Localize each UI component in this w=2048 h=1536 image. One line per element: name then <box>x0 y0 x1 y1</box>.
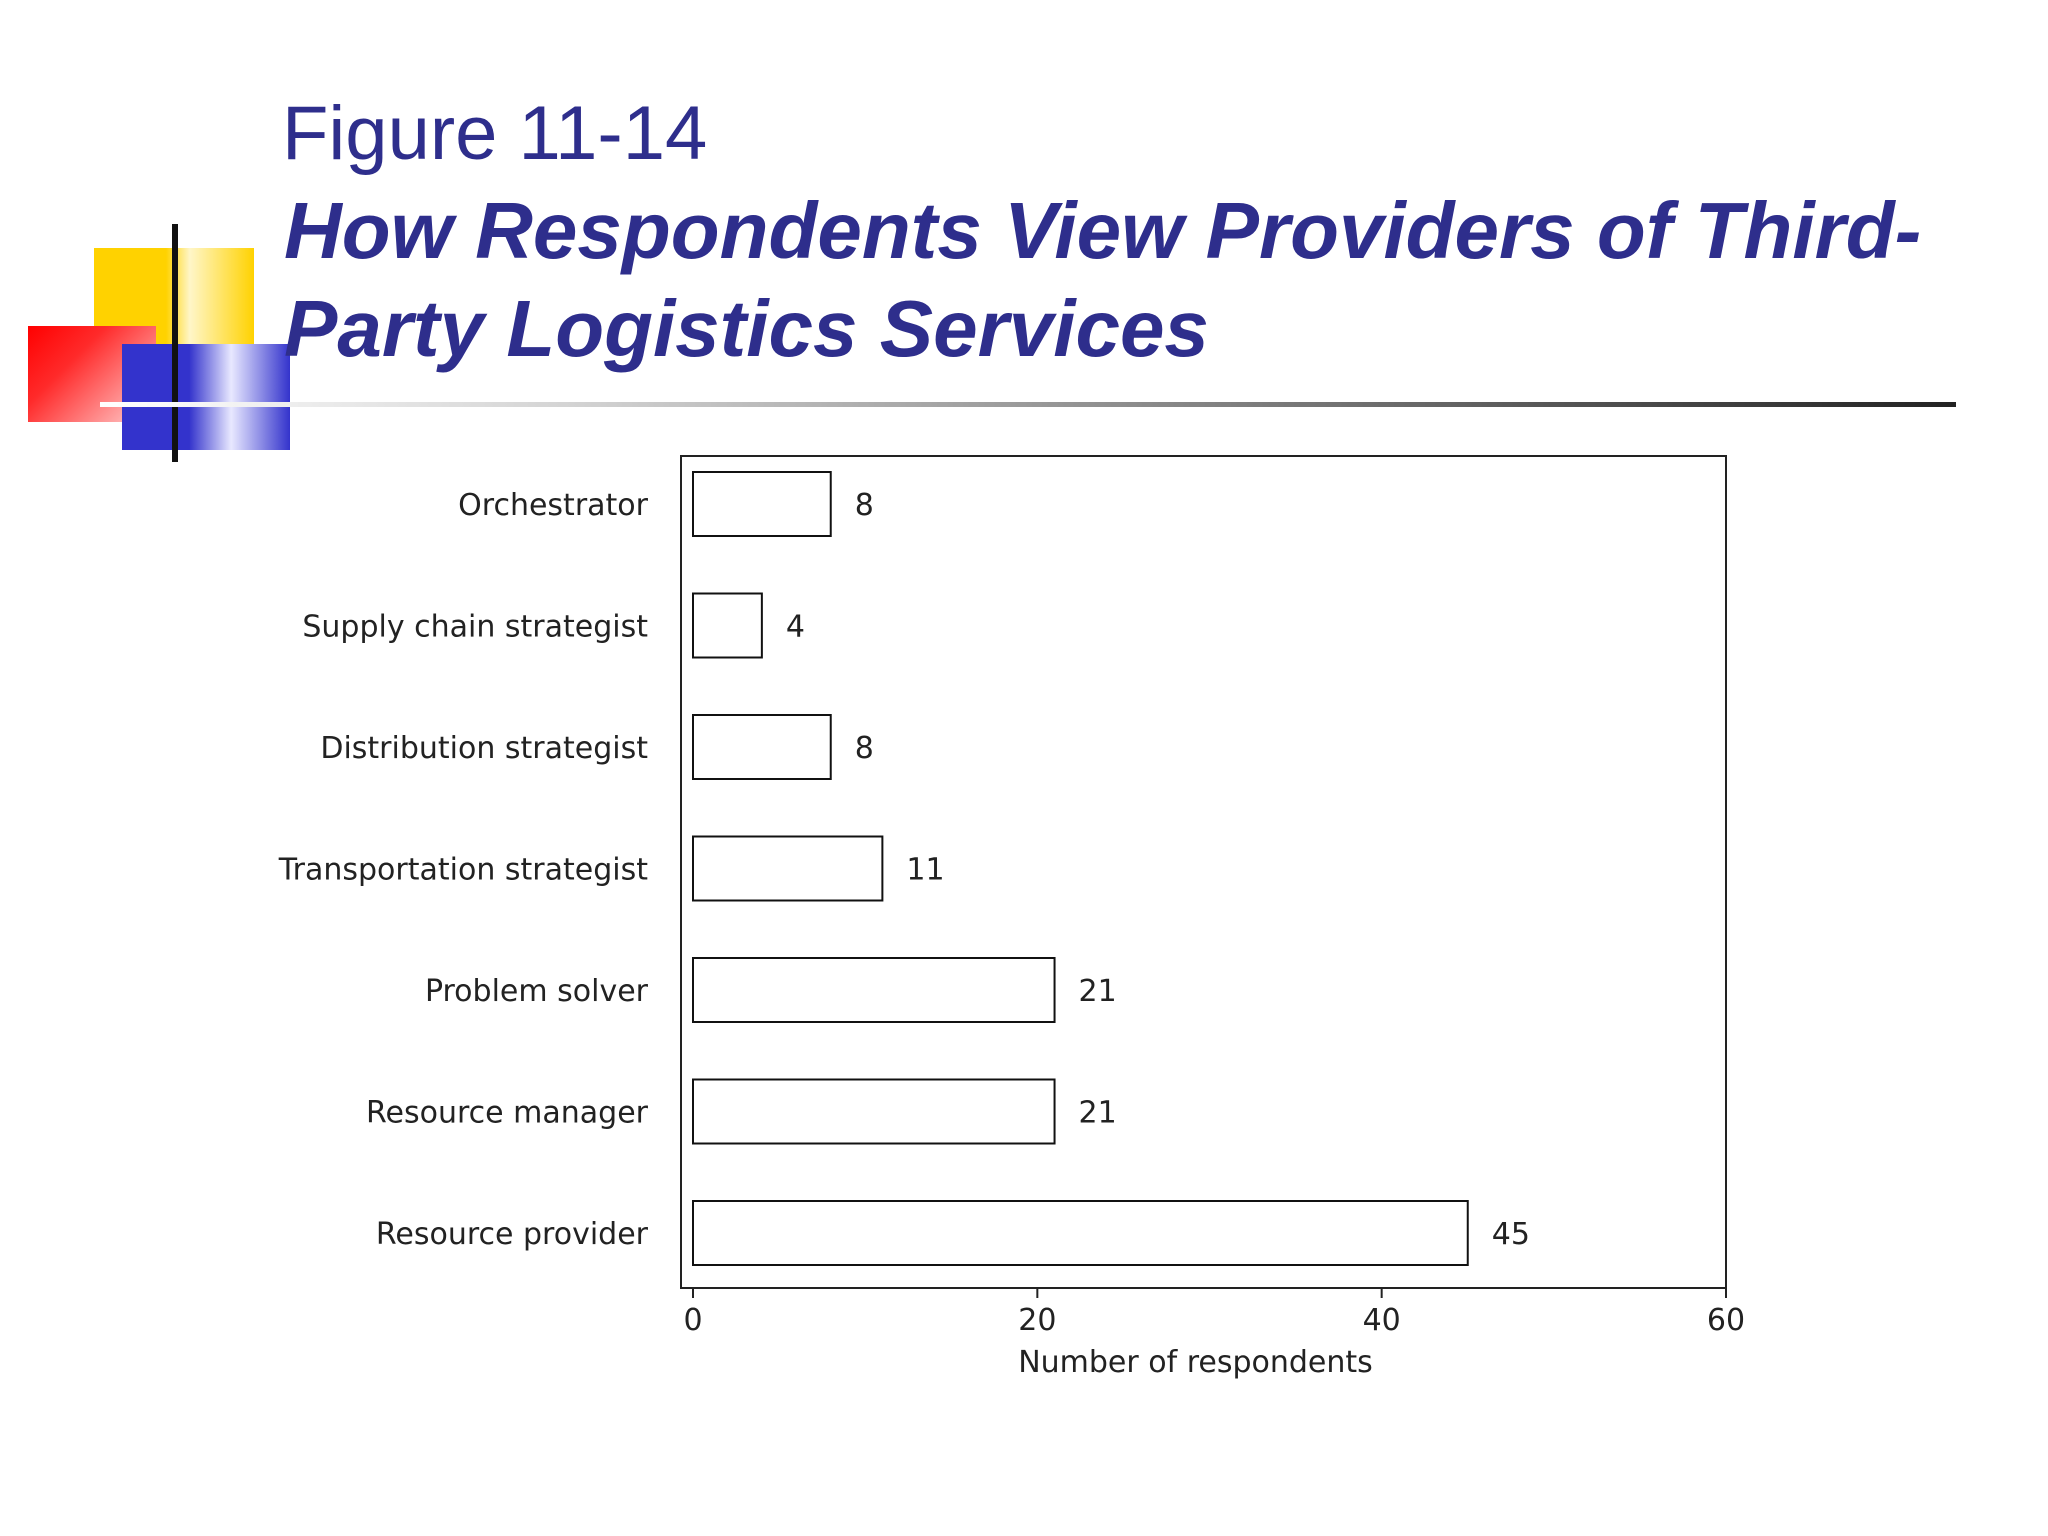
bar <box>693 1201 1468 1265</box>
category-label: Resource manager <box>366 1095 648 1131</box>
category-label: Problem solver <box>424 974 648 1009</box>
data-label: 8 <box>854 731 874 766</box>
x-tick-label: 60 <box>1706 1303 1746 1338</box>
bar <box>693 837 882 901</box>
data-label: 4 <box>785 609 805 645</box>
x-axis-title: Number of respondents <box>1018 1345 1373 1380</box>
x-tick-label: 20 <box>1018 1303 1057 1338</box>
slide-title: Figure 11-14 <box>282 91 708 176</box>
category-label: Supply chain strategist <box>302 609 648 645</box>
bar <box>693 1080 1055 1144</box>
data-label: 21 <box>1078 974 1117 1009</box>
data-label: 21 <box>1078 1095 1117 1131</box>
category-label: Distribution strategist <box>320 731 648 766</box>
x-tick-label: 40 <box>1362 1303 1401 1338</box>
category-label: Transportation strategist <box>278 852 648 888</box>
data-label: 8 <box>854 488 874 523</box>
bar <box>693 958 1055 1022</box>
category-label: Resource provider <box>375 1217 648 1252</box>
bar <box>693 715 831 779</box>
data-label: 45 <box>1491 1217 1530 1252</box>
bar <box>693 594 762 658</box>
x-tick-label: 0 <box>683 1303 703 1338</box>
data-label: 11 <box>906 852 945 888</box>
bar <box>693 472 831 536</box>
slide-subtitle: How Respondents View Providers of Third-Party Logistics Services <box>284 186 1922 373</box>
category-label: Orchestrator <box>458 488 648 523</box>
